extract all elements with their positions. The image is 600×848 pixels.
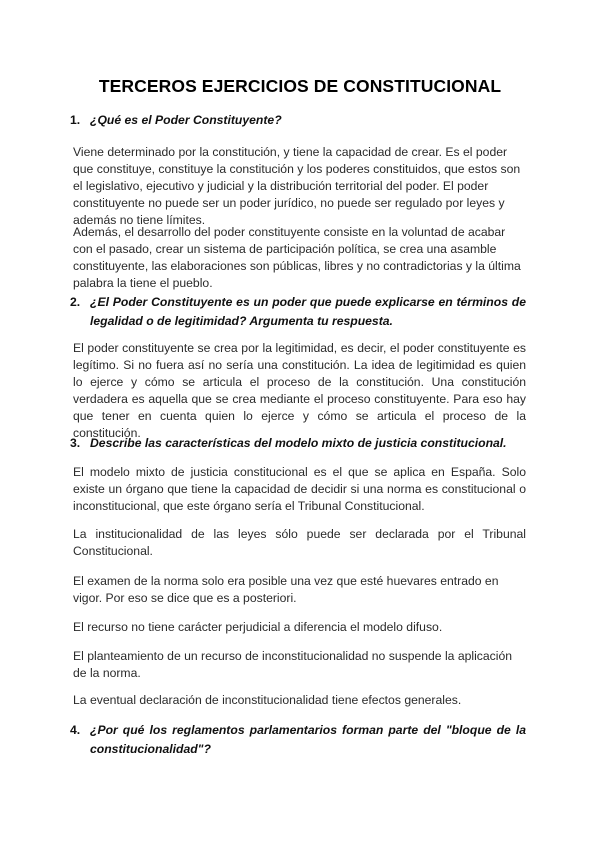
answer-3-paragraph-1: El modelo mixto de justicia constitucional es el que se aplica en España. Solo existe un órgano que tiene la capacidad de decidir si una norma es constitucional o inconstitucional, que este órgano sería el Tribunal Constitucional. [73,465,526,513]
question-4 [70,721,526,759]
answer-3-paragraph-4: El recurso no tiene carácter perjudicial a diferencia el modelo difuso. [73,620,443,634]
question-number: 2. [70,295,81,309]
question-number: 3. [70,436,81,450]
question-number: 1. [70,113,81,127]
question-number: 4. [70,723,81,737]
question-text: ¿Por qué los reglamentos parlamentarios forman parte del "bloque de la constitucionalidad"? [90,723,526,756]
answer-2-paragraph-1: El poder constituyente se crea por la legitimidad, es decir, el poder constituyente es legítimo. Si no fuera así no sería una constitución. La idea de legitimidad es quien lo ejerce y cómo se articula el proceso de la constitución. Una constitución verdadera es aquella que se crea mediante el proceso constituyente. Para eso hay que tener en cuenta quien lo ejerce y cómo se articula el proceso de la constitución. [73,341,526,440]
answer-3-paragraph-3: El examen de la norma solo era posible una vez que esté huevares entrado en vigor. Por eso se dice que es a posteriori. [73,574,499,605]
question-text: Describe las características del modelo mixto de justicia constitucional. [90,436,507,450]
answer-3-paragraph-5: El planteamiento de un recurso de inconstitucionalidad no suspende la aplicación de la norma. [73,649,513,680]
answer-3-paragraph-6: La eventual declaración de inconstitucionalidad tiene efectos generales. [73,693,462,707]
answer-3-paragraph-2: La institucionalidad de las leyes sólo puede ser declarada por el Tribunal Constitucional. [73,527,526,558]
question-3 [70,434,526,453]
question-2 [70,293,526,331]
question-text: ¿El Poder Constituyente es un poder que puede explicarse en términos de legalidad o de legitimidad? Argumenta tu respuesta. [90,295,526,328]
question-text: ¿Qué es el Poder Constituyente? [90,113,282,127]
document-title: TERCEROS EJERCICIOS DE CONSTITUCIONAL [98,76,502,96]
answer-1-paragraph-1: Viene determinado por la constitución, y tiene la capacidad de crear. Es el poder que constituye, constituye la constitución y los poderes constituidos, que estos son el legislativo, ejecutivo y judicial y la distribución territorial del poder. El poder constituyente no puede ser un poder jurídico, no puede ser regulado por leyes y además no tiene límites. [73,145,521,227]
answer-1-paragraph-2: Además, el desarrollo del poder constituyente consiste en la voluntad de acabar con el pasado, crear un sistema de participación política, se crea una asamble constituyente, las elaboraciones son públicas, libres y no contradictorias y la última palabra la tiene el pueblo. [73,225,521,290]
question-1 [70,111,526,130]
